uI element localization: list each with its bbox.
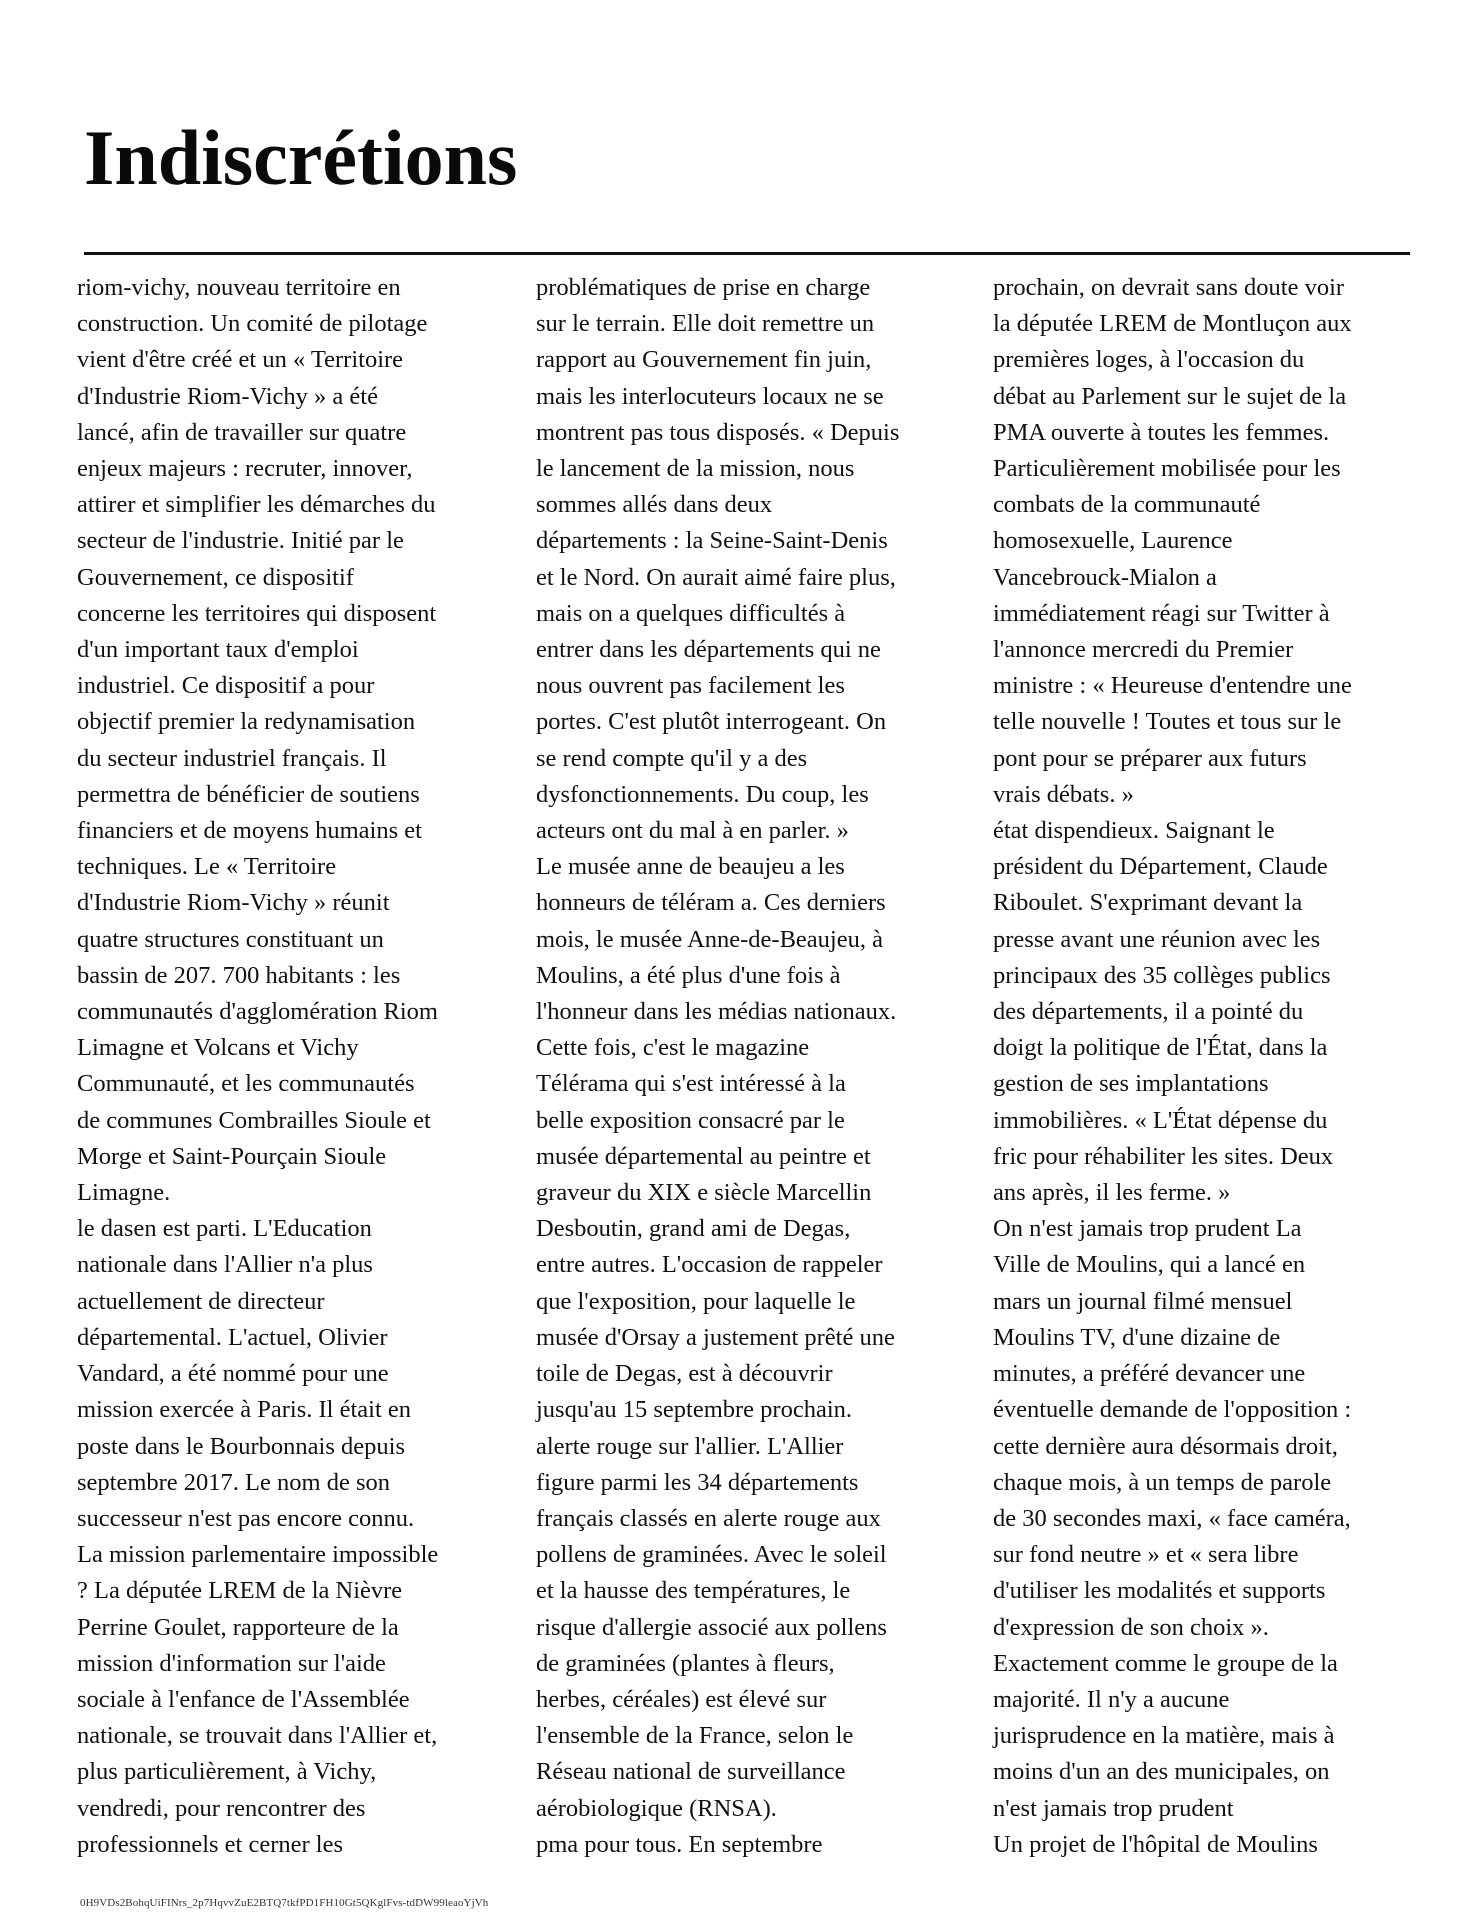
text-line: Un projet de l'hôpital de Moulins <box>993 1830 1318 1858</box>
text-line: risque d'allergie associé aux pollens <box>536 1613 887 1641</box>
text-line: de graminées (plantes à fleurs, <box>536 1649 835 1677</box>
text-line: La mission parlementaire impossible <box>77 1541 439 1569</box>
text-line: actuellement de directeur <box>77 1287 325 1315</box>
text-line: sur fond neutre » et « sera libre <box>993 1541 1299 1569</box>
title-divider <box>84 252 1410 255</box>
text-line: successeur n'est pas encore connu. <box>77 1504 415 1532</box>
text-line: Exactement comme le groupe de la <box>993 1649 1338 1677</box>
text-line: poste dans le Bourbonnais depuis <box>77 1432 405 1460</box>
text-line: Moulins, a été plus d'une fois à <box>536 961 841 989</box>
article-column-3 <box>993 270 1413 1863</box>
text-line: Limagne. <box>77 1179 171 1207</box>
text-line: doigt la politique de l'État, dans la <box>993 1034 1328 1062</box>
text-line: et le Nord. On aurait aimé faire plus, <box>536 563 896 591</box>
text-line: mission exercée à Paris. Il était en <box>77 1396 412 1424</box>
text-line: Ville de Moulins, qui a lancé en <box>993 1251 1306 1279</box>
text-line: d'Industrie Riom-Vichy » a été <box>77 382 378 410</box>
text-line: Moulins TV, d'une dizaine de <box>993 1323 1281 1351</box>
text-line: Communauté, et les communautés <box>77 1070 415 1098</box>
text-line: majorité. Il n'y a aucune <box>993 1685 1230 1713</box>
text-line: mars un journal filmé mensuel <box>993 1287 1293 1315</box>
page-title: Indiscrétions <box>84 114 518 201</box>
text-line: musée d'Orsay a justement prêté une <box>536 1323 895 1351</box>
text-line: d'un important taux d'emploi <box>77 636 359 664</box>
text-line: la députée LREM de Montluçon aux <box>993 310 1352 338</box>
text-line: Cette fois, c'est le magazine <box>536 1034 810 1062</box>
text-line: l'annonce mercredi du Premier <box>993 636 1294 664</box>
text-line: départemental. L'actuel, Olivier <box>77 1323 388 1351</box>
text-line: lancé, afin de travailler sur quatre <box>77 418 407 446</box>
text-line: Le musée anne de beaujeu a les <box>536 853 845 881</box>
text-line: pont pour se préparer aux futurs <box>993 744 1307 772</box>
text-line: acteurs ont du mal à en parler. » <box>536 817 849 845</box>
text-line: techniques. Le « Territoire <box>77 853 337 881</box>
text-line: bassin de 207. 700 habitants : les <box>77 961 401 989</box>
text-line: sommes allés dans deux <box>536 491 773 519</box>
text-line: sur le terrain. Elle doit remettre un <box>536 310 875 338</box>
text-line: nous ouvrent pas facilement les <box>536 672 845 700</box>
text-line: jusqu'au 15 septembre prochain. <box>536 1396 853 1424</box>
text-line: principaux des 35 collèges publics <box>993 961 1331 989</box>
text-line: le dasen est parti. L'Education <box>77 1215 372 1243</box>
text-line: moins d'un an des municipales, on <box>993 1758 1330 1786</box>
text-line: On n'est jamais trop prudent La <box>993 1215 1302 1243</box>
text-line: quatre structures constituant un <box>77 925 384 953</box>
text-line: combats de la communauté <box>993 491 1261 519</box>
text-line: que l'exposition, pour laquelle le <box>536 1287 856 1315</box>
text-line: musée départemental au peintre et <box>536 1142 871 1170</box>
text-line: d'expression de son choix ». <box>993 1613 1269 1641</box>
text-line: entrer dans les départements qui ne <box>536 636 881 664</box>
text-line: honneurs de téléram a. Ces derniers <box>536 889 886 917</box>
text-line: Particulièrement mobilisée pour les <box>993 455 1341 483</box>
text-line: d'Industrie Riom-Vichy » réunit <box>77 889 390 917</box>
text-line: cette dernière aura désormais droit, <box>993 1432 1338 1460</box>
text-line: dysfonctionnements. Du coup, les <box>536 780 869 808</box>
text-line: des départements, il a pointé du <box>993 998 1304 1026</box>
text-line: débat au Parlement sur le sujet de la <box>993 382 1347 410</box>
text-line: chaque mois, à un temps de parole <box>993 1468 1332 1496</box>
text-line: de 30 secondes maxi, « face caméra, <box>993 1504 1351 1532</box>
text-line: premières loges, à l'occasion du <box>993 346 1305 374</box>
text-line: français classés en alerte rouge aux <box>536 1504 881 1532</box>
text-line: belle exposition consacré par le <box>536 1106 845 1134</box>
text-line: immobilières. « L'État dépense du <box>993 1106 1328 1134</box>
text-line: éventuelle demande de l'opposition : <box>993 1396 1352 1424</box>
article-column-1 <box>77 270 497 1863</box>
text-line: Télérama qui s'est intéressé à la <box>536 1070 846 1098</box>
text-line: le lancement de la mission, nous <box>536 455 855 483</box>
text-line: jurisprudence en la matière, mais à <box>993 1722 1335 1750</box>
text-line: nationale dans l'Allier n'a plus <box>77 1251 373 1279</box>
text-line: rapport au Gouvernement fin juin, <box>536 346 872 374</box>
text-line: mois, le musée Anne-de-Beaujeu, à <box>536 925 883 953</box>
text-line: se rend compte qu'il y a des <box>536 744 808 772</box>
text-line: permettra de bénéficier de soutiens <box>77 780 420 808</box>
text-line: communautés d'agglomération Riom <box>77 998 438 1026</box>
text-line: l'honneur dans les médias nationaux. <box>536 998 897 1026</box>
text-line: pollens de graminées. Avec le soleil <box>536 1541 887 1569</box>
text-line: professionnels et cerner les <box>77 1830 343 1858</box>
text-line: vient d'être créé et un « Territoire <box>77 346 404 374</box>
text-line: du secteur industriel français. Il <box>77 744 387 772</box>
text-line: pma pour tous. En septembre <box>536 1830 823 1858</box>
text-line: enjeux majeurs : recruter, innover, <box>77 455 413 483</box>
text-line: homosexuelle, Laurence <box>993 527 1233 555</box>
text-line: financiers et de moyens humains et <box>77 817 422 845</box>
text-line: gestion de ses implantations <box>993 1070 1269 1098</box>
text-line: Vandard, a été nommé pour une <box>77 1360 389 1388</box>
text-line: Morge et Saint-Pourçain Sioule <box>77 1142 387 1170</box>
text-line: de communes Combrailles Sioule et <box>77 1106 431 1134</box>
text-line: l'ensemble de la France, selon le <box>536 1722 854 1750</box>
text-line: construction. Un comité de pilotage <box>77 310 428 338</box>
text-line: herbes, céréales) est élevé sur <box>536 1685 827 1713</box>
text-line: ans après, il les ferme. » <box>993 1179 1231 1207</box>
text-line: sociale à l'enfance de l'Assemblée <box>77 1685 410 1713</box>
text-line: Vancebrouck-Mialon a <box>993 563 1217 591</box>
text-line: montrent pas tous disposés. « Depuis <box>536 418 900 446</box>
text-line: ? La députée LREM de la Nièvre <box>77 1577 403 1605</box>
text-line: d'utiliser les modalités et supports <box>993 1577 1326 1605</box>
text-line: Réseau national de surveillance <box>536 1758 846 1786</box>
text-line: PMA ouverte à toutes les femmes. <box>993 418 1330 446</box>
text-line: Perrine Goulet, rapporteure de la <box>77 1613 399 1641</box>
text-line: et la hausse des températures, le <box>536 1577 851 1605</box>
text-line: nationale, se trouvait dans l'Allier et, <box>77 1722 438 1750</box>
text-line: toile de Degas, est à découvrir <box>536 1360 833 1388</box>
text-line: Limagne et Volcans et Vichy <box>77 1034 359 1062</box>
text-line: industriel. Ce dispositif a pour <box>77 672 375 700</box>
text-line: entre autres. L'occasion de rappeler <box>536 1251 883 1279</box>
text-line: riom-vichy, nouveau territoire en <box>77 274 401 301</box>
text-line: départements : la Seine-Saint-Denis <box>536 527 888 555</box>
text-line: état dispendieux. Saignant le <box>993 817 1275 845</box>
text-line: fric pour réhabiliter les sites. Deux <box>993 1142 1334 1170</box>
text-line: problématiques de prise en charge <box>536 274 871 301</box>
text-line: graveur du XIX e siècle Marcellin <box>536 1179 872 1207</box>
text-line: n'est jamais trop prudent <box>993 1794 1234 1822</box>
text-line: figure parmi les 34 départements <box>536 1468 859 1496</box>
text-line: alerte rouge sur l'allier. L'Allier <box>536 1432 844 1460</box>
text-line: concerne les territoires qui disposent <box>77 599 437 627</box>
text-line: Riboulet. S'exprimant devant la <box>993 889 1303 917</box>
article-column-2 <box>536 270 956 1863</box>
text-line: vrais débats. » <box>993 780 1134 808</box>
text-line: mission d'information sur l'aide <box>77 1649 386 1677</box>
text-line: Desboutin, grand ami de Degas, <box>536 1215 851 1243</box>
document-id: 0H9VDs2BohqUiFINrs_2p7HqvvZuE2BTQ7tkfPD1FH10Gt5QKglFvs-tdDW99leaoYjVh <box>80 1897 489 1909</box>
text-line: telle nouvelle ! Toutes et tous sur le <box>993 708 1342 736</box>
text-line: mais les interlocuteurs locaux ne se <box>536 382 884 410</box>
text-line: ministre : « Heureuse d'entendre une <box>993 672 1352 700</box>
text-line: immédiatement réagi sur Twitter à <box>993 599 1330 627</box>
text-line: attirer et simplifier les démarches du <box>77 491 436 519</box>
text-line: objectif premier la redynamisation <box>77 708 416 736</box>
text-line: secteur de l'industrie. Initié par le <box>77 527 404 555</box>
text-line: minutes, a préféré devancer une <box>993 1360 1306 1388</box>
text-line: septembre 2017. Le nom de son <box>77 1468 390 1496</box>
text-line: mais on a quelques difficultés à <box>536 599 846 627</box>
text-line: presse avant une réunion avec les <box>993 925 1321 953</box>
text-line: président du Département, Claude <box>993 853 1328 881</box>
text-line: vendredi, pour rencontrer des <box>77 1794 366 1822</box>
text-line: Gouvernement, ce dispositif <box>77 563 354 591</box>
text-line: plus particulièrement, à Vichy, <box>77 1758 377 1786</box>
text-line: aérobiologique (RNSA). <box>536 1794 777 1822</box>
text-line: portes. C'est plutôt interrogeant. On <box>536 708 887 736</box>
text-line: prochain, on devrait sans doute voir <box>993 274 1345 301</box>
